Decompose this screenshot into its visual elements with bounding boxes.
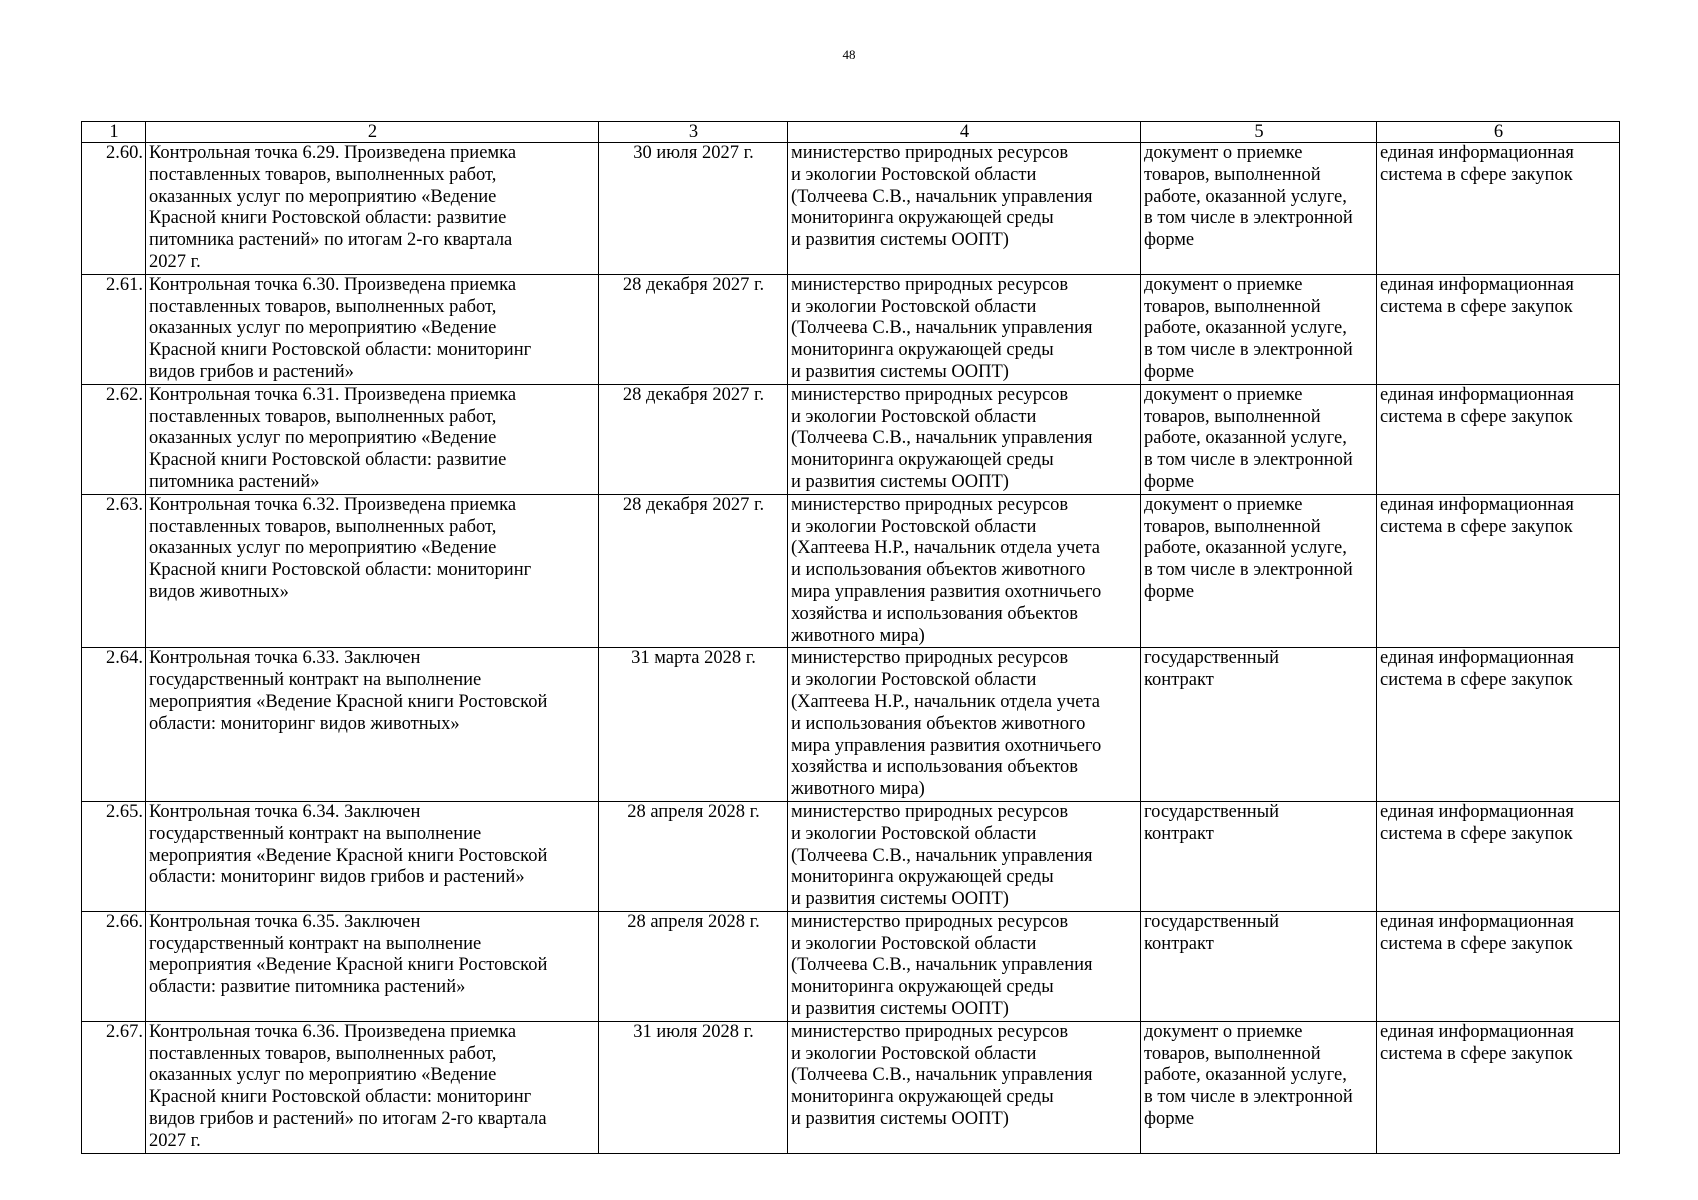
row-number: 2.63. — [82, 494, 146, 648]
date-cell: 28 декабря 2027 г. — [599, 384, 788, 494]
responsible-text: министерство природных ресурсов и экологии Ростовской области (Толчеева С.В., начальник управления мониторинга окружающей среды и развития системы ООПТ) — [791, 911, 1093, 1020]
event-cell — [146, 494, 599, 648]
responsible-cell — [788, 143, 1141, 275]
event-text: Контрольная точка 6.35. Заключен государственный контракт на выполнение мероприятия «Ведение Красной книги Ростовской области: развитие питомника растений» — [149, 911, 548, 998]
system-text: единая информационная система в сфере закупок — [1380, 143, 1574, 185]
header-col-6: 6 — [1377, 122, 1620, 143]
event-text: Контрольная точка 6.36. Произведена приемка поставленных товаров, выполненных работ, оказанных услуг по мероприятию «Ведение Красной книги Ростовской области: мониторинг видов грибов и растений» по итогам 2-го квартала 2027 г. — [149, 1021, 547, 1151]
responsible-cell — [788, 274, 1141, 384]
document-cell — [1141, 274, 1377, 384]
table-row — [82, 911, 1620, 1021]
responsible-text: министерство природных ресурсов и экологии Ростовской области (Хаптеева Н.Р., начальник отдела учета и использования объектов животного мира управления развития охотничьего хозяйства и использования объектов животного мира) — [791, 494, 1102, 646]
system-text: единая информационная система в сфере закупок — [1380, 911, 1574, 954]
document-cell — [1141, 1021, 1377, 1153]
table-row — [82, 494, 1620, 648]
system-text: единая информационная система в сфере закупок — [1380, 494, 1574, 537]
document-text: государственный контракт — [1144, 801, 1280, 844]
row-number: 2.65. — [82, 801, 146, 911]
event-text: Контрольная точка 6.31. Произведена приемка поставленных товаров, выполненных работ, оказанных услуг по мероприятию «Ведение Красной книги Ростовской области: развитие питомника растений» — [149, 384, 517, 492]
header-col-5: 5 — [1141, 122, 1377, 143]
document-text: документ о приемке товаров, выполненной работе, оказанной услуге, в том числе в электронной форме — [1144, 1021, 1353, 1130]
system-cell — [1377, 911, 1620, 1021]
event-cell — [146, 801, 599, 911]
responsible-text: министерство природных ресурсов и экологии Ростовской области (Толчеева С.В., начальник управления мониторинга окружающей среды и развития системы ООПТ) — [791, 1021, 1093, 1130]
system-text: единая информационная система в сфере закупок — [1380, 274, 1574, 317]
table-row — [82, 274, 1620, 384]
event-text: Контрольная точка 6.32. Произведена приемка поставленных товаров, выполненных работ, оказанных услуг по мероприятию «Ведение Красной книги Ростовской области: мониторинг видов животных» — [149, 494, 532, 602]
document-text: государственный контракт — [1144, 648, 1280, 691]
table-header-row — [82, 122, 1620, 143]
date-cell: 31 марта 2028 г. — [599, 648, 788, 802]
event-cell — [146, 648, 599, 802]
date-cell: 30 июля 2027 г. — [599, 143, 788, 275]
responsible-cell — [788, 911, 1141, 1021]
document-cell — [1141, 648, 1377, 802]
header-col-4: 4 — [788, 122, 1141, 143]
document-text: документ о приемке товаров, выполненной работе, оказанной услуге, в том числе в электронной форме — [1144, 494, 1353, 602]
system-text: единая информационная система в сфере закупок — [1380, 1021, 1574, 1064]
responsible-cell — [788, 648, 1141, 802]
system-cell — [1377, 494, 1620, 648]
system-text: единая информационная система в сфере закупок — [1380, 384, 1574, 427]
table-row — [82, 384, 1620, 494]
system-cell — [1377, 1021, 1620, 1153]
event-text: Контрольная точка 6.29. Произведена приемка поставленных товаров, выполненных работ, оказанных услуг по мероприятию «Ведение Красной книги Ростовской области: развитие питомника растений» по итогам 2-го квартала 2027 г. — [149, 143, 517, 272]
responsible-cell — [788, 1021, 1141, 1153]
responsible-text: министерство природных ресурсов и экологии Ростовской области (Хаптеева Н.Р., начальник отдела учета и использования объектов животного мира управления развития охотничьего хозяйства и использования объектов животного мира) — [791, 648, 1102, 800]
system-cell — [1377, 384, 1620, 494]
document-text: документ о приемке товаров, выполненной работе, оказанной услуге, в том числе в электронной форме — [1144, 274, 1353, 382]
system-cell — [1377, 648, 1620, 802]
responsible-cell — [788, 384, 1141, 494]
date-cell: 31 июля 2028 г. — [599, 1021, 788, 1153]
event-cell — [146, 1021, 599, 1153]
document-text: документ о приемке товаров, выполненной работе, оказанной услуге, в том числе в электронной форме — [1144, 384, 1353, 492]
responsible-text: министерство природных ресурсов и экологии Ростовской области (Толчеева С.В., начальник управления мониторинга окружающей среды и развития системы ООПТ) — [791, 801, 1093, 910]
responsible-cell — [788, 494, 1141, 648]
responsible-text: министерство природных ресурсов и экологии Ростовской области (Толчеева С.В., начальник управления мониторинга окружающей среды и развития системы ООПТ) — [791, 384, 1093, 492]
date-cell: 28 декабря 2027 г. — [599, 274, 788, 384]
event-cell — [146, 911, 599, 1021]
date-cell: 28 апреля 2028 г. — [599, 911, 788, 1021]
document-text: государственный контракт — [1144, 911, 1280, 954]
date-cell: 28 декабря 2027 г. — [599, 494, 788, 648]
row-number: 2.61. — [82, 274, 146, 384]
row-number: 2.67. — [82, 1021, 146, 1153]
row-number: 2.66. — [82, 911, 146, 1021]
system-cell — [1377, 274, 1620, 384]
row-number: 2.60. — [82, 143, 146, 275]
system-cell — [1377, 143, 1620, 275]
document-cell — [1141, 801, 1377, 911]
table-row — [82, 648, 1620, 802]
system-text: единая информационная система в сфере закупок — [1380, 648, 1574, 691]
event-cell — [146, 274, 599, 384]
event-text: Контрольная точка 6.34. Заключен государственный контракт на выполнение мероприятия «Ведение Красной книги Ростовской области: мониторинг видов грибов и растений» — [149, 801, 548, 888]
document-cell — [1141, 911, 1377, 1021]
control-points-table — [81, 121, 1620, 1154]
header-col-1: 1 — [82, 122, 146, 143]
responsible-text: министерство природных ресурсов и экологии Ростовской области (Толчеева С.В., начальник управления мониторинга окружающей среды и развития системы ООПТ) — [791, 143, 1093, 251]
header-col-2: 2 — [146, 122, 599, 143]
document-text: документ о приемке товаров, выполненной работе, оказанной услуге, в том числе в электронной форме — [1144, 143, 1353, 251]
event-text: Контрольная точка 6.30. Произведена приемка поставленных товаров, выполненных работ, оказанных услуг по мероприятию «Ведение Красной книги Ростовской области: мониторинг видов грибов и растений» — [149, 274, 532, 382]
date-cell: 28 апреля 2028 г. — [599, 801, 788, 911]
table-row — [82, 801, 1620, 911]
event-cell — [146, 384, 599, 494]
header-col-3: 3 — [599, 122, 788, 143]
system-text: единая информационная система в сфере закупок — [1380, 801, 1574, 844]
row-number: 2.62. — [82, 384, 146, 494]
row-number: 2.64. — [82, 648, 146, 802]
table-row — [82, 1021, 1620, 1153]
table-row — [82, 143, 1620, 275]
responsible-text: министерство природных ресурсов и экологии Ростовской области (Толчеева С.В., начальник управления мониторинга окружающей среды и развития системы ООПТ) — [791, 274, 1093, 382]
document-cell — [1141, 143, 1377, 275]
system-cell — [1377, 801, 1620, 911]
event-cell — [146, 143, 599, 275]
document-cell — [1141, 494, 1377, 648]
document-cell — [1141, 384, 1377, 494]
responsible-cell — [788, 801, 1141, 911]
event-text: Контрольная точка 6.33. Заключен государственный контракт на выполнение мероприятия «Ведение Красной книги Ростовской области: мониторинг видов животных» — [149, 648, 548, 734]
page-number: 48 — [842, 47, 856, 62]
